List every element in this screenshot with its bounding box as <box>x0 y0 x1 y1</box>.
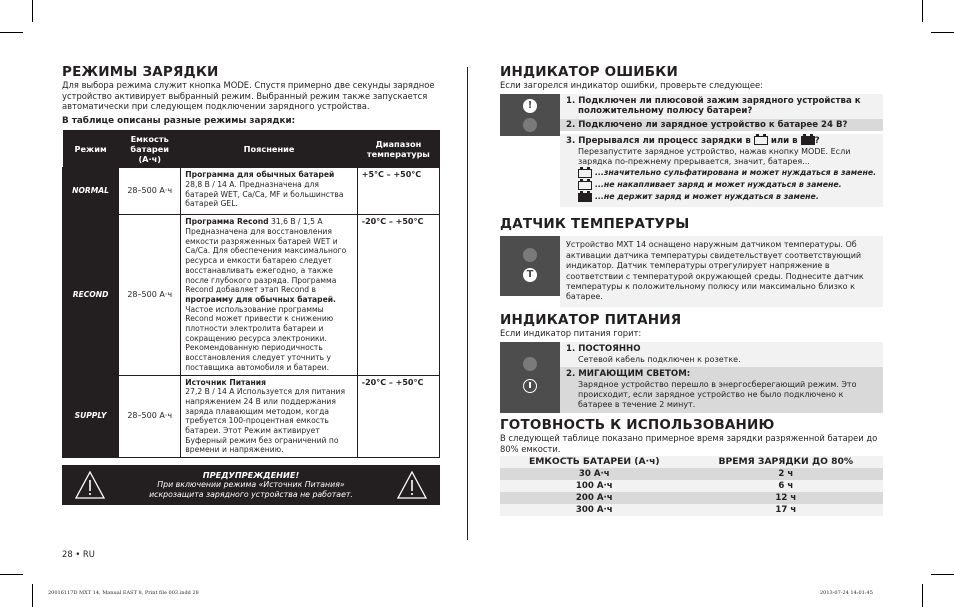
question-text: 3. Прерывался ли процесс зарядки в <box>566 136 754 147</box>
crop-mark <box>931 574 954 575</box>
power-intro: Если индикатор питания горит: <box>500 327 642 338</box>
capacity-cell: 28–500 А·ч <box>119 168 181 215</box>
header-mode: Режим <box>63 130 119 168</box>
power-indicator-title: ИНДИКАТОР ПИТАНИЯ <box>500 311 682 328</box>
table-row <box>63 215 440 375</box>
time-cell: 12 ч <box>689 492 883 504</box>
power-state-text: Зарядное устройство перешло в энергосберегающий режим. Это происходит, если зарядное устройство не было подключено к батарее в течение 2 минут. <box>578 379 857 410</box>
desc-bold: Программа для обычных батарей <box>185 170 335 180</box>
desc-bold: Программа Recond <box>185 217 269 227</box>
charging-modes-section <box>62 64 440 505</box>
capacity-cell: 30 А·ч <box>500 468 689 480</box>
desc-bold: Источник Питания <box>185 377 266 387</box>
print-slug-right: 2013-07-24 14:01:45 <box>820 590 873 596</box>
table-row <box>63 375 440 458</box>
mode-supply: SUPPLY <box>63 375 119 458</box>
capacity-cell: 100 А·ч <box>500 480 689 492</box>
time-cell: 17 ч <box>689 504 883 516</box>
header-description: Пояснение <box>181 130 357 168</box>
warning-triangle-icon <box>396 470 428 500</box>
temperature-panel <box>500 236 883 306</box>
question-3-text: Перезапустите зарядное устройство, нажав кнопку MODE. Если зарядка по-прежнему прерывается, значит, батарея... <box>578 146 851 167</box>
indicator-dot-icon <box>523 248 537 262</box>
battery-state-1 <box>566 167 877 179</box>
page-number: 28 • RU <box>62 549 95 559</box>
power-state-2 <box>560 367 883 413</box>
crop-mark <box>931 32 954 33</box>
print-slug-left: 20016117D MXT 14, Manual EAST 8, Print file 003.indd 28 <box>48 590 199 596</box>
table-caption: В таблице описаны разные режимы зарядки: <box>62 115 296 126</box>
crop-mark <box>922 584 923 607</box>
battery-state-3 <box>566 191 877 203</box>
warning-title: ПРЕДУПРЕЖДЕНИЕ! <box>202 470 300 481</box>
power-state-text: Сетевой кабель подключен к розетке. <box>578 355 741 364</box>
error-question-2 <box>560 119 883 132</box>
crop-mark <box>32 584 33 607</box>
temperature-cell: -20°C – +50°C <box>357 215 439 375</box>
capacity-cell: 28–500 А·ч <box>119 215 181 375</box>
power-state-1 <box>560 342 883 367</box>
table-row <box>500 468 883 480</box>
right-column <box>500 64 883 516</box>
header-temperature: Диапазон температуры <box>357 130 439 168</box>
modes-table <box>62 130 440 458</box>
desc-bold-2: программу для обычных батарей. <box>185 294 336 304</box>
error-indicator-side <box>500 94 560 136</box>
readiness-title: ГОТОВНОСТЬ К ИСПОЛЬЗОВАНИЮ <box>500 417 775 434</box>
battery-full-icon <box>801 136 815 145</box>
warning-text <box>149 470 353 500</box>
description-cell <box>181 215 357 375</box>
table-row <box>500 504 883 516</box>
question-text: 2. Подключено ли зарядное устройство к батарее 24 В? <box>566 119 848 130</box>
description-cell <box>181 168 357 215</box>
power-state-title: 2. МИГАЮЩИМ СВЕТОМ: <box>566 369 691 380</box>
crop-mark <box>0 32 23 33</box>
battery-state-2 <box>566 179 877 191</box>
temperature-sensor-title: ДАТЧИК ТЕМПЕРАТУРЫ <box>500 216 690 233</box>
desc-text: 28,8 В / 14 А. Предназначена для батарей WET, Ca/Ca, MF и большинства батарей GEL. <box>185 179 344 209</box>
error-intro: Если загорелся индикатор ошибки, проверьте следующее: <box>500 80 764 90</box>
capacity-cell: 300 А·ч <box>500 504 689 516</box>
table-row <box>500 480 883 492</box>
table-header-row <box>63 130 440 168</box>
battery-state-text: ...значительно сульфатирована и может нуждаться в замене. <box>595 168 877 178</box>
capacity-cell: 28–500 А·ч <box>119 375 181 458</box>
error-indicator-title: ИНДИКАТОР ОШИБКИ <box>500 64 678 80</box>
power-icon <box>523 379 537 393</box>
error-questions <box>560 94 883 208</box>
battery-full-icon <box>578 193 592 202</box>
charge-time-table <box>500 456 883 516</box>
table-row <box>63 168 440 215</box>
header-charge-time: ВРЕМЯ ЗАРЯДКИ ДО 80% <box>689 456 883 468</box>
warning-triangle-icon <box>74 470 106 500</box>
crop-mark <box>922 0 923 22</box>
error-question-1 <box>560 94 883 119</box>
power-state-title: 1. ПОСТОЯННО <box>566 344 641 355</box>
crop-mark <box>32 0 33 22</box>
table-header-row <box>500 456 883 468</box>
header-capacity: ЕМКОСТЬ БАТАРЕИ (А·ч) <box>500 456 689 468</box>
mode-normal: NORMAL <box>63 168 119 215</box>
desc-text: 27,2 В / 14 А Используется для питания напряжением 24 В или поддержания заряда плавающим методом, когда требуется 100-процентная емкость батареи. Этот Режим активирует Буферный режим без ограничений по времени и напряжению. <box>185 387 346 455</box>
battery-empty-icon <box>754 136 768 145</box>
indicator-dot-icon <box>523 357 537 371</box>
table-row <box>500 492 883 504</box>
readiness-intro: В следующей таблице показано примерное время зарядки разряженной батареи до 80% емкости. <box>500 433 878 454</box>
power-indicator-side <box>500 342 560 413</box>
column-divider <box>467 67 468 540</box>
battery-state-text: ...не держит заряд и может нуждаться в замене. <box>595 192 819 202</box>
power-panel <box>500 342 883 413</box>
battery-state-text: ...не накапливает заряд и может нуждаться в замене. <box>595 180 842 190</box>
section-title: РЕЖИМЫ ЗАРЯДКИ <box>62 64 219 80</box>
mode-recond: RECOND <box>63 215 119 375</box>
power-states <box>560 342 883 413</box>
question-text: 1. Подключен ли плюсовой зажим зарядного устройства к положительному полюсу батареи? <box>566 95 861 117</box>
capacity-cell: 200 А·ч <box>500 492 689 504</box>
error-question-3 <box>560 134 883 207</box>
desc-text: 31,6 В / 1,5 А Предназначена для восстановления емкости разряженных батарей WET и Ca/Ca. Для обеспечения максимального ресурса и емкости батарею следует восстанавливать ежегодно, а также после глубокого разряда. Программа Recond добавляет этап Recond в <box>185 217 347 295</box>
header-capacity: Емкость батареи (А·ч) <box>119 130 181 168</box>
time-cell: 2 ч <box>689 468 883 480</box>
temperature-text: Устройство MXT 14 оснащено наружным датчиком температуры. Об активации датчика температуры свидетельствует соответствующий индикатор. Датчик температуры отрегулирует напряжение в соответствии с температурой окружающей среды. Поднесите датчик температуры к положительному полюсу или максимально близко к батарее. <box>560 236 883 306</box>
warning-line-2: искрозащита зарядного устройства не работает. <box>149 490 353 500</box>
question-text: ? <box>814 136 820 147</box>
description-cell <box>181 375 357 458</box>
temperature-cell: +5°C – +50°C <box>357 168 439 215</box>
error-panel <box>500 94 883 208</box>
temperature-cell: -20°C – +50°C <box>357 375 439 458</box>
intro-text: Для выбора режима служит кнопка MODE. Спустя примерно две секунды зарядное устройство активирует выбранный режим. Выбранный режим также запускается автоматически при следующем подключении зарядного устройства. <box>62 80 435 112</box>
battery-empty-icon <box>578 169 592 178</box>
crop-mark <box>0 574 23 575</box>
warning-line-1: При включении режима «Источник Питания» <box>157 480 345 490</box>
temperature-t-icon: T <box>523 268 537 282</box>
time-cell: 6 ч <box>689 480 883 492</box>
indicator-dot-icon <box>523 118 537 132</box>
desc-text-2: Частое использование программы Recond может привести к снижению плотности электролита батареи и сокращению ресурса электроники. Рекомендованную периодичность восстановления следует уточнить у поставщика автомобиля и батареи. <box>185 304 334 372</box>
question-text: или в <box>767 136 801 147</box>
battery-empty-icon <box>578 181 592 190</box>
warning-box <box>62 465 440 505</box>
temperature-indicator-side <box>500 236 560 296</box>
exclamation-icon: ! <box>523 99 537 113</box>
